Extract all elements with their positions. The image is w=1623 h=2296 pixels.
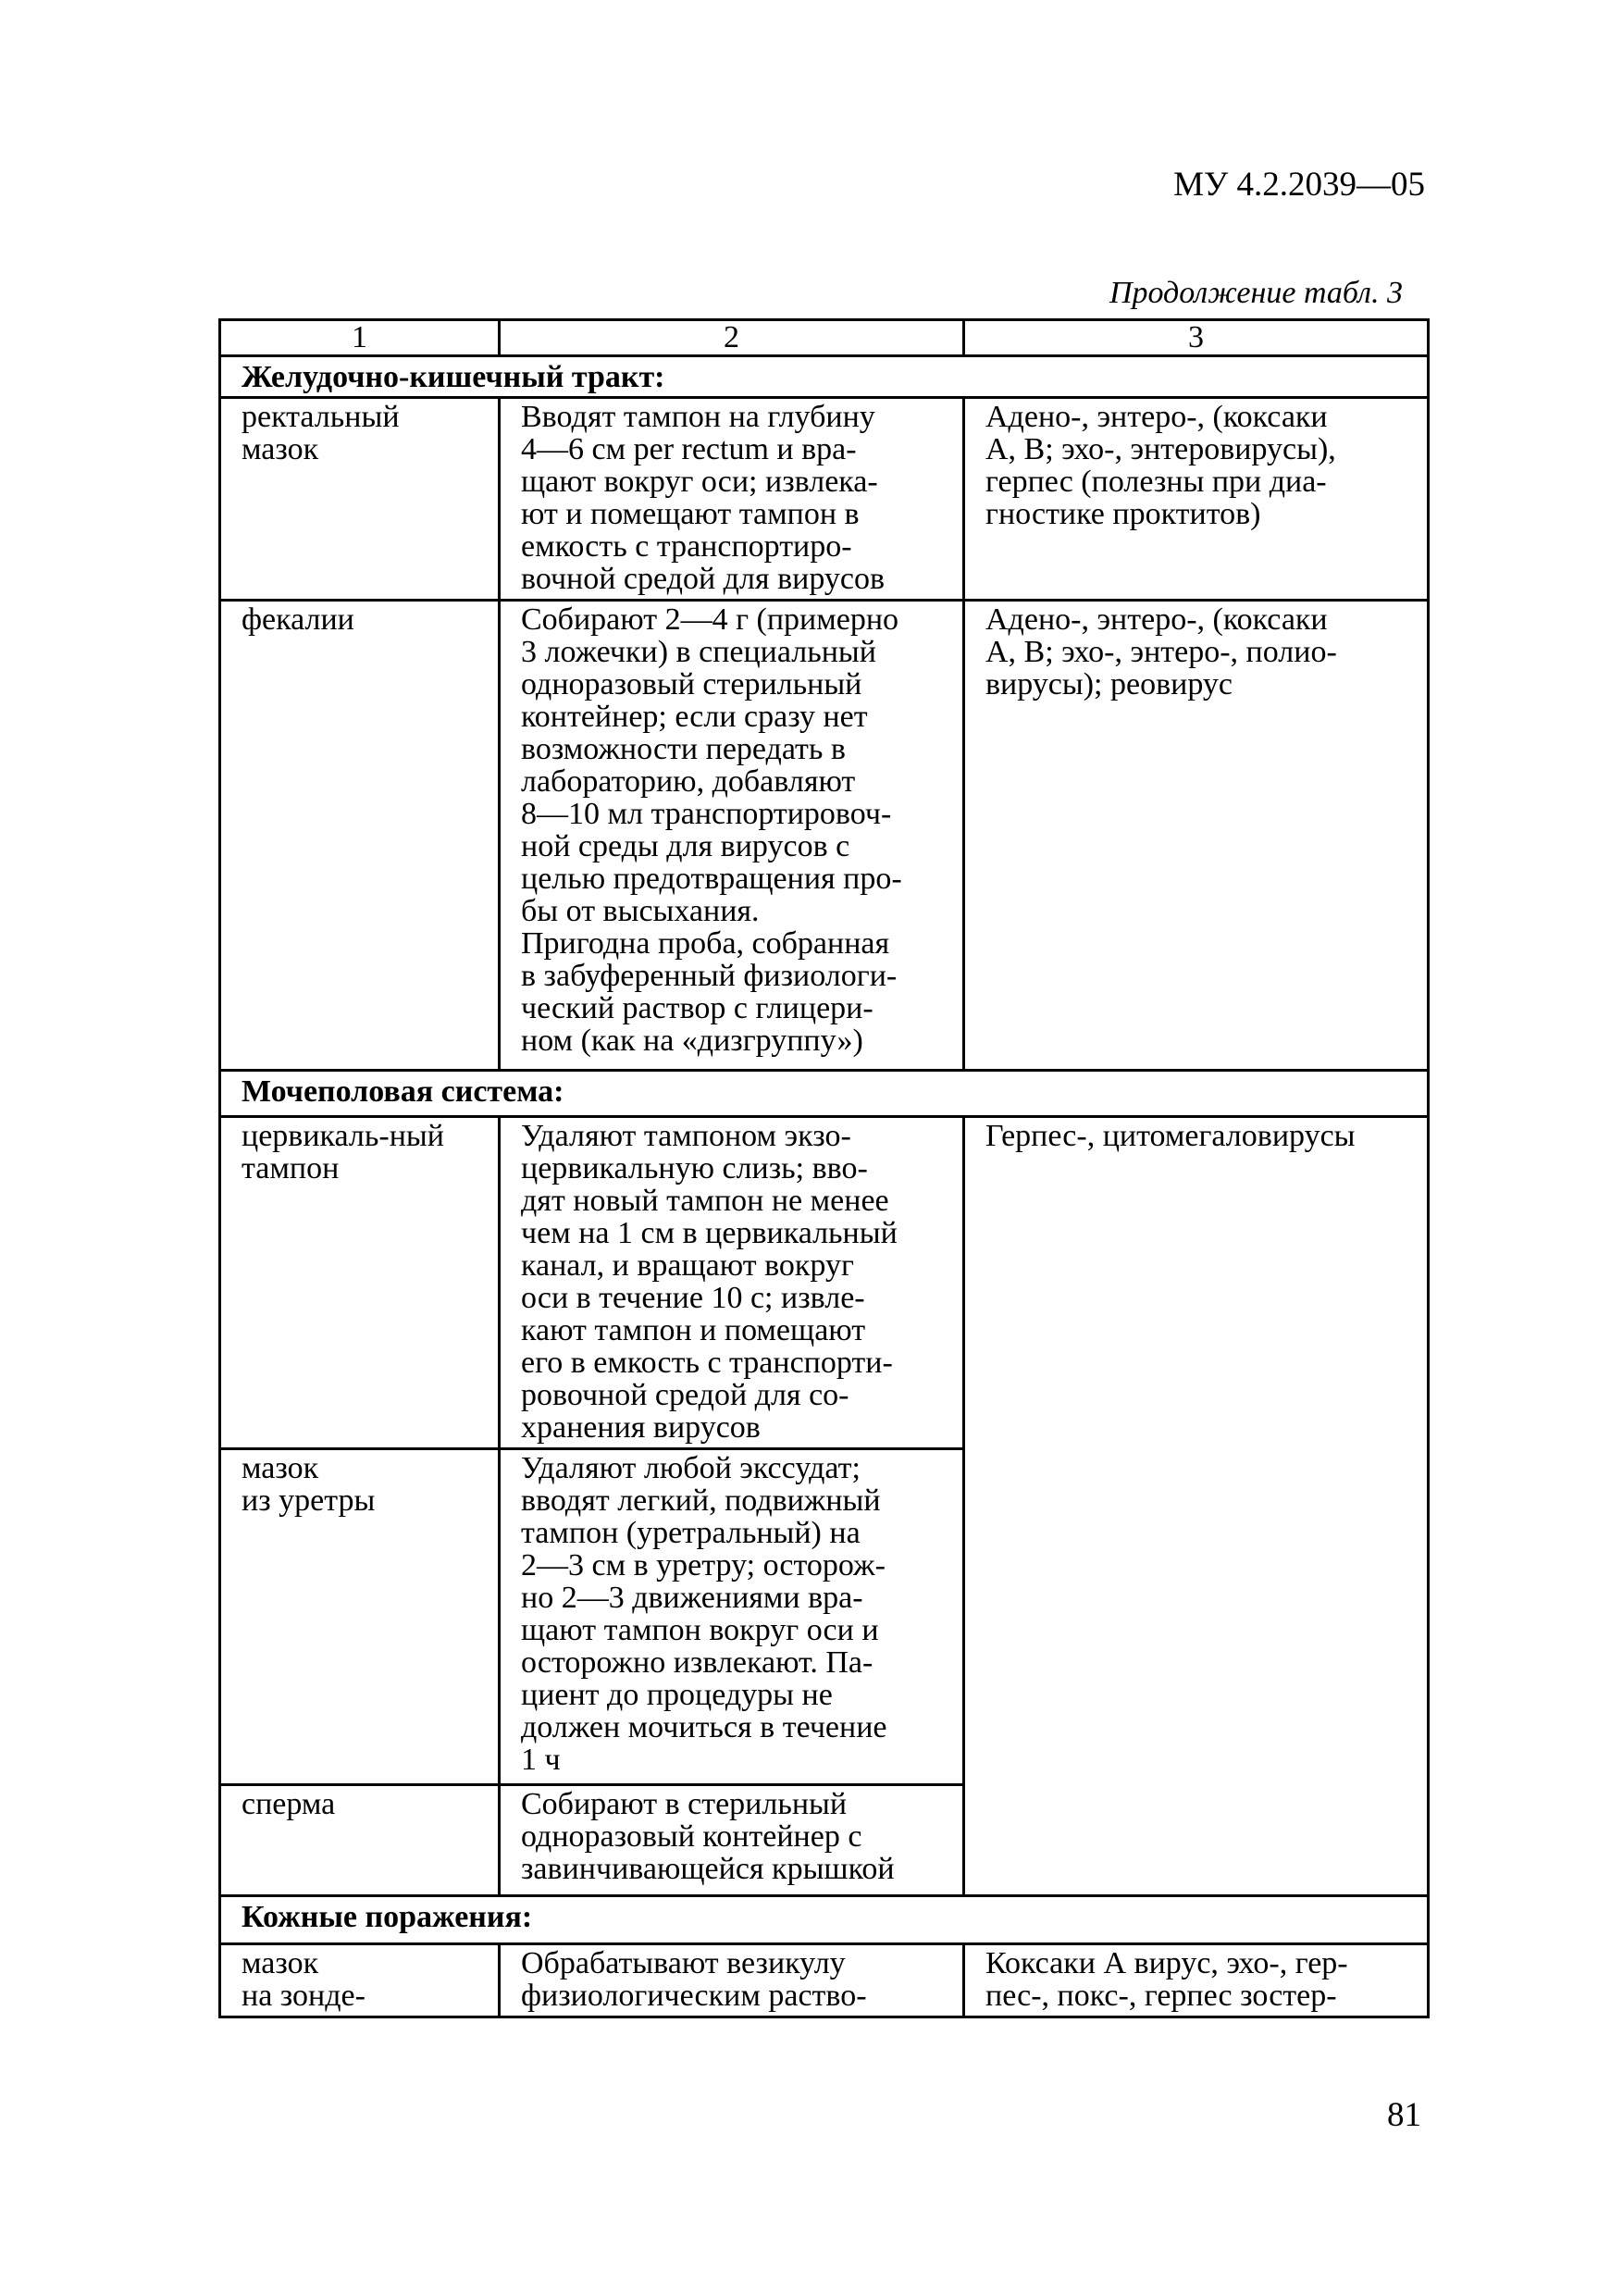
table-row: [220, 1944, 1429, 2017]
section-header-row: [220, 1071, 1429, 1117]
specimen-cell: цервикаль-ный тампон: [220, 1117, 500, 1449]
viruses-cell: Адено-, энтеро-, (коксаки А, В; эхо-, энтеро-, полио- вирусы); реовирус: [964, 601, 1429, 1071]
specimen-cell: мазок из уретры: [220, 1449, 500, 1785]
method-cell: Вводят тампон на глубину 4—6 см per rectum и вра- щают вокруг оси; извлека- ют и помещают тампон в емкость с транспортиро- вочной средой для вирусов: [500, 398, 964, 601]
method-cell: Обрабатывают везикулу физиологическим раство-: [500, 1944, 964, 2017]
specimen-cell: сперма: [220, 1785, 500, 1896]
table-continuation-caption: Продолжение табл. 3: [1109, 276, 1403, 310]
specimen-cell: мазок на зонде-: [220, 1944, 500, 2017]
method-cell: Удаляют тампоном экзо- цервикальную слизь; вво- дят новый тампон не менее чем на 1 см в цервикальный канал, и вращают вокруг оси в течение 10 с; извле- кают тампон и помещают его в емкость с транспорти- ровочной средой для со- хранения вирусов: [500, 1117, 964, 1449]
column-number: 2: [500, 320, 964, 356]
page-number: 81: [1387, 2096, 1421, 2134]
method-cell: Собирают 2—4 г (примерно 3 ложечки) в специальный одноразовый стерильный контейнер; если сразу нет возможности передать в лабораторию, добавляют 8—10 мл транспортировоч- ной среды для вирусов с целью предотвращения про- бы от высыхания. Пригодна проба, собранная в забуференный физиологи- ческий раствор с глицери- ном (как на «дизгруппу»): [500, 601, 964, 1071]
section-title: Кожные поражения:: [220, 1896, 1429, 1944]
document-code: МУ 4.2.2039—05: [1173, 166, 1425, 204]
section-header-row: [220, 356, 1429, 398]
column-number: 3: [964, 320, 1429, 356]
column-number: 1: [220, 320, 500, 356]
section-title: Мочеполовая система:: [220, 1071, 1429, 1117]
column-number-row: [220, 320, 1429, 356]
specimen-cell: ректальный мазок: [220, 398, 500, 601]
specimen-collection-table: [218, 318, 1430, 2018]
specimen-cell: фекалии: [220, 601, 500, 1071]
method-cell: Удаляют любой экссудат; вводят легкий, подвижный тампон (уретральный) на 2—3 см в уретру; осторож- но 2—3 движениями вра- щают тампон вокруг оси и осторожно извлекают. Па- циент до процедуры не должен мочиться в течение 1 ч: [500, 1449, 964, 1785]
section-header-row: [220, 1896, 1429, 1944]
viruses-cell: Герпес-, цитомегаловирусы: [964, 1117, 1429, 1896]
viruses-cell: Адено-, энтеро-, (коксаки А, В; эхо-, энтеровирусы), герпес (полезны при диа- гностике проктитов): [964, 398, 1429, 601]
table-row: [220, 601, 1429, 1071]
table-row: [220, 398, 1429, 601]
table-row: [220, 1117, 1429, 1449]
method-cell: Собирают в стерильный одноразовый контейнер с завинчивающейся крышкой: [500, 1785, 964, 1896]
section-title: Желудочно-кишечный тракт:: [220, 356, 1429, 398]
viruses-cell: Коксаки А вирус, эхо-, гер- пес-, покс-, герпес зостер-: [964, 1944, 1429, 2017]
